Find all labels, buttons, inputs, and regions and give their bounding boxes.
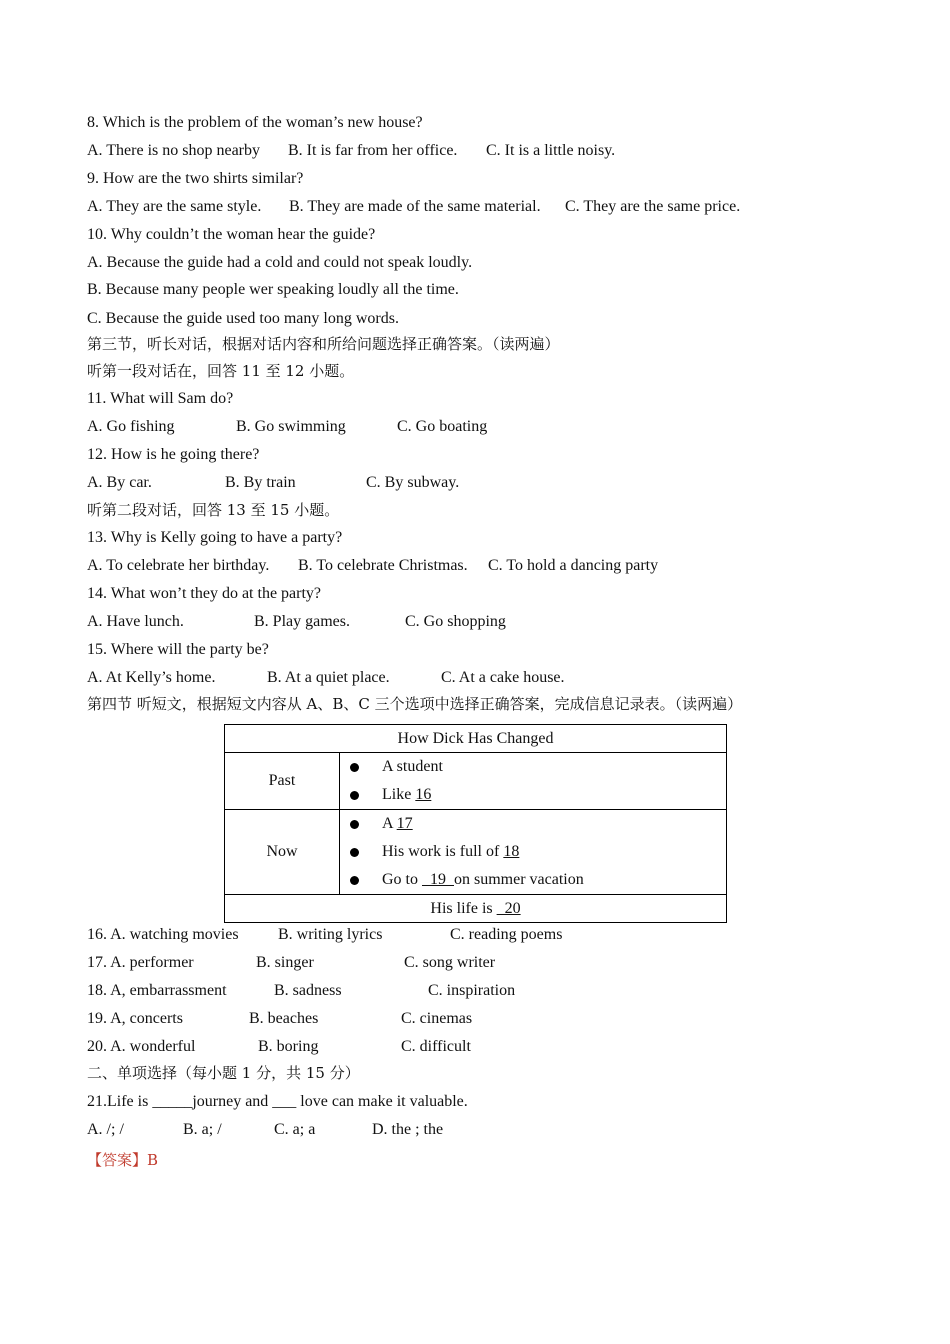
q11-option-b: B. Go swimming: [236, 418, 346, 435]
item-text: Like: [382, 786, 416, 803]
q8-stem: 8. Which is the problem of the woman’s new house?: [87, 114, 423, 131]
q11-stem: 11. What will Sam do?: [87, 390, 234, 407]
dialog1-heading: 听第一段对话在，回答 11 至 12 小题。: [87, 362, 355, 380]
footer-text: His life is: [430, 899, 497, 917]
q10-option-a: A. Because the guide had a cold and could not speak loudly.: [87, 254, 473, 271]
q12-option-c: C. By subway.: [366, 474, 460, 491]
item-text: A student: [382, 758, 443, 775]
q21-option-b: B. a; /: [183, 1121, 222, 1138]
answer-label: 【答案】B: [87, 1151, 159, 1169]
q14-stem: 14. What won’t they do at the party?: [87, 585, 322, 602]
q17-option-b: B. singer: [256, 954, 314, 971]
now-item: [340, 838, 726, 866]
q9-option-b: B. They are made of the same material.: [289, 198, 541, 215]
item-text: Go to: [382, 871, 422, 888]
q10-option-b: B. Because many people wer speaking loudly all the time.: [87, 281, 459, 298]
past-items: [340, 753, 727, 810]
bullet-icon: [350, 820, 359, 829]
q15-option-a: A. At Kelly’s home.: [87, 669, 216, 686]
q8-option-c: C. It is a little noisy.: [486, 142, 616, 159]
q17-option-a: 17. A. performer: [87, 954, 194, 971]
now-label: Now: [225, 810, 340, 895]
now-items: [340, 810, 727, 895]
blank-19: 19: [422, 871, 454, 888]
q21-stem: 21.Life is _____journey and ___ love can make it valuable.: [87, 1093, 468, 1110]
table-footer: [225, 895, 727, 923]
blank-18: 18: [503, 843, 520, 860]
q9-option-a: A. They are the same style.: [87, 198, 262, 215]
q21-option-c: C. a; a: [274, 1121, 316, 1138]
q20-option-b: B. boring: [258, 1038, 319, 1055]
q13-option-a: A. To celebrate her birthday.: [87, 557, 270, 574]
q15-stem: 15. Where will the party be?: [87, 641, 269, 658]
q16-option-a: 16. A. watching movies: [87, 926, 239, 943]
blank-20: 20: [496, 899, 521, 917]
q16-option-c: C. reading poems: [450, 926, 563, 943]
q15-option-b: B. At a quiet place.: [267, 669, 390, 686]
now-item: [340, 866, 726, 894]
blank-16: 16: [415, 786, 432, 803]
q10-option-c: C. Because the guide used too many long words.: [87, 310, 399, 327]
q20-option-c: C. difficult: [401, 1038, 471, 1055]
bullet-icon: [350, 763, 359, 772]
q18-option-c: C. inspiration: [428, 982, 516, 999]
q8-option-b: B. It is far from her office.: [288, 142, 458, 159]
q19-option-a: 19. A, concerts: [87, 1010, 183, 1027]
item-text: A: [382, 815, 397, 832]
q10-stem: 10. Why couldn’t the woman hear the guide?: [87, 226, 376, 243]
q18-option-a: 18. A, embarrassment: [87, 982, 227, 999]
q21-option-a: A. /; /: [87, 1121, 124, 1138]
q13-option-c: C. To hold a dancing party: [488, 557, 659, 574]
q14-option-a: A. Have lunch.: [87, 613, 184, 630]
q15-option-c: C. At a cake house.: [441, 669, 565, 686]
past-item: [340, 753, 726, 781]
q13-option-b: B. To celebrate Christmas.: [298, 557, 468, 574]
part2-heading: 二、单项选择（每小题 1 分，共 15 分）: [87, 1064, 360, 1082]
q9-stem: 9. How are the two shirts similar?: [87, 170, 304, 187]
bullet-icon: [350, 876, 359, 885]
q12-option-b: B. By train: [225, 474, 296, 491]
dialog2-heading: 听第二段对话，回答 13 至 15 小题。: [87, 501, 340, 519]
section3-heading: 第三节，听长对话，根据对话内容和所给问题选择正确答案。（读两遍）: [87, 335, 560, 353]
table-title: How Dick Has Changed: [225, 725, 727, 753]
q9-option-c: C. They are the same price.: [565, 198, 741, 215]
blank-17: 17: [396, 815, 413, 832]
q20-option-a: 20. A. wonderful: [87, 1038, 196, 1055]
q19-option-b: B. beaches: [249, 1010, 319, 1027]
q14-option-c: C. Go shopping: [405, 613, 506, 630]
info-record-table: [224, 724, 727, 923]
q12-stem: 12. How is he going there?: [87, 446, 260, 463]
q17-option-c: C. song writer: [404, 954, 496, 971]
past-item: [340, 781, 726, 809]
item-text: His work is full of: [382, 843, 504, 860]
q18-option-b: B. sadness: [274, 982, 342, 999]
past-label: Past: [225, 753, 340, 810]
q12-option-a: A. By car.: [87, 474, 152, 491]
q8-option-a: A. There is no shop nearby: [87, 142, 260, 159]
q14-option-b: B. Play games.: [254, 613, 350, 630]
q13-stem: 13. Why is Kelly going to have a party?: [87, 529, 343, 546]
q21-option-d: D. the ; the: [372, 1121, 444, 1138]
now-item: [340, 810, 726, 838]
q11-option-c: C. Go boating: [397, 418, 488, 435]
q11-option-a: A. Go fishing: [87, 418, 175, 435]
item-text: on summer vacation: [454, 871, 584, 888]
section4-heading: 第四节 听短文，根据短文内容从 A、B、C 三个选项中选择正确答案，完成信息记录表。（读两遍）: [87, 695, 743, 713]
bullet-icon: [350, 791, 359, 800]
q16-option-b: B. writing lyrics: [278, 926, 383, 943]
q19-option-c: C. cinemas: [401, 1010, 473, 1027]
bullet-icon: [350, 848, 359, 857]
